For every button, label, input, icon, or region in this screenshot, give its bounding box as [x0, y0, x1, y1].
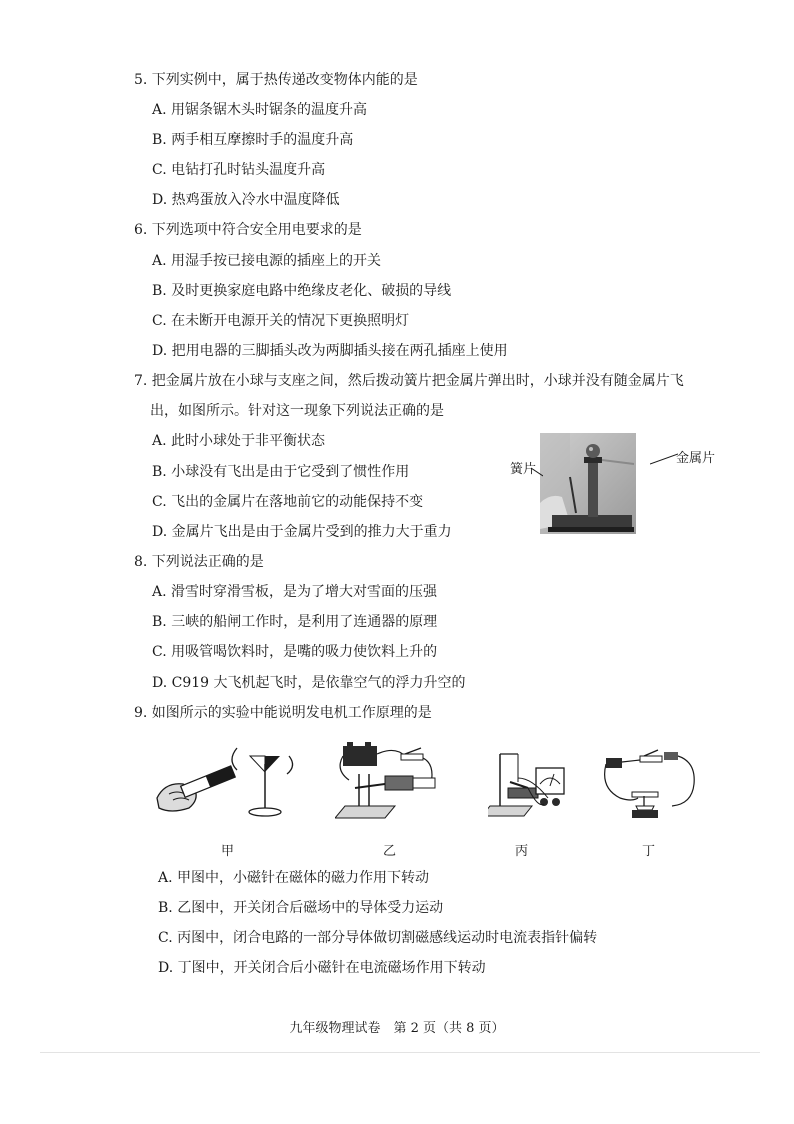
- metal-plate-pointer: [650, 452, 678, 466]
- metal-plate-label: 金属片: [676, 451, 716, 466]
- question-7-option-b: B. 小球没有飞出是由于它受到了惯性作用: [152, 464, 410, 480]
- spring-leaf-label: 簧片: [510, 462, 537, 477]
- bottom-rule: [40, 1052, 760, 1053]
- figure-label-bing: 丙: [515, 844, 529, 859]
- question-9-option-b: B. 乙图中，开关闭合后磁场中的导体受力运动: [158, 900, 444, 916]
- question-6-stem: 6. 下列选项中符合安全用电要求的是: [134, 222, 362, 238]
- question-8-option-b: B. 三峡的船闸工作时，是利用了连通器的原理: [152, 614, 438, 630]
- figure-label-jia: 甲: [221, 844, 235, 859]
- question-9-stem: 9. 如图所示的实验中能说明发电机工作原理的是: [134, 705, 432, 721]
- question-8-option-c: C. 用吸管喝饮料时，是嘴的吸力使饮料上升的: [152, 644, 438, 660]
- question-8-stem: 8. 下列说法正确的是: [134, 554, 264, 570]
- question-5-option-c: C. 电钻打孔时钻头温度升高: [152, 162, 326, 178]
- inertia-apparatus-photo: [540, 433, 636, 534]
- spring-leaf-pointer: [531, 466, 543, 478]
- question-9-option-a: A. 甲图中，小磁针在磁体的磁力作用下转动: [158, 870, 430, 886]
- question-7-stem-continued: 出，如图所示。针对这一现象下列说法正确的是: [150, 403, 444, 419]
- page-footer: 九年级物理试卷 第 2 页（共 8 页）: [289, 1021, 505, 1036]
- question-9-option-d: D. 丁图中，开关闭合后小磁针在电流磁场作用下转动: [158, 960, 486, 976]
- question-6-option-a: A. 用湿手按已接电源的插座上的开关: [152, 253, 382, 269]
- question-7-stem: 7. 把金属片放在小球与支座之间，然后拨动簧片把金属片弹出时，小球并没有随金属片飞: [134, 373, 684, 389]
- question-5-stem: 5. 下列实例中，属于热传递改变物体内能的是: [134, 72, 418, 88]
- figure-ding-oersted-setup: [600, 748, 700, 822]
- question-7-option-a: A. 此时小球处于非平衡状态: [152, 433, 326, 449]
- figure-bing-generator-setup: [488, 748, 578, 820]
- question-7-option-c: C. 飞出的金属片在落地前它的动能保持不变: [152, 494, 424, 510]
- question-5-option-a: A. 用锯条锯木头时锯条的温度升高: [152, 102, 368, 118]
- question-8-option-a: A. 滑雪时穿滑雪板，是为了增大对雪面的压强: [152, 584, 438, 600]
- figure-label-yi: 乙: [383, 844, 397, 859]
- question-6-option-b: B. 及时更换家庭电路中绝缘皮老化、破损的导线: [152, 283, 452, 299]
- question-6-option-c: C. 在未断开电源开关的情况下更换照明灯: [152, 313, 410, 329]
- figure-label-ding: 丁: [642, 844, 656, 859]
- question-9-option-c: C. 丙图中，闭合电路的一部分导体做切割磁感线运动时电流表指针偏转: [158, 930, 598, 946]
- question-5-option-b: B. 两手相互摩擦时手的温度升高: [152, 132, 354, 148]
- question-5-option-d: D. 热鸡蛋放入冷水中温度降低: [152, 192, 340, 208]
- question-6-option-d: D. 把用电器的三脚插头改为两脚插头接在两孔插座上使用: [152, 343, 508, 359]
- question-8-option-d: D. C919 大飞机起飞时，是依靠空气的浮力升空的: [152, 675, 466, 691]
- question-7-option-d: D. 金属片飞出是由于金属片受到的推力大于重力: [152, 524, 452, 540]
- figure-yi-motor-setup: [335, 740, 440, 822]
- figure-jia-magnet-needle: [155, 738, 300, 820]
